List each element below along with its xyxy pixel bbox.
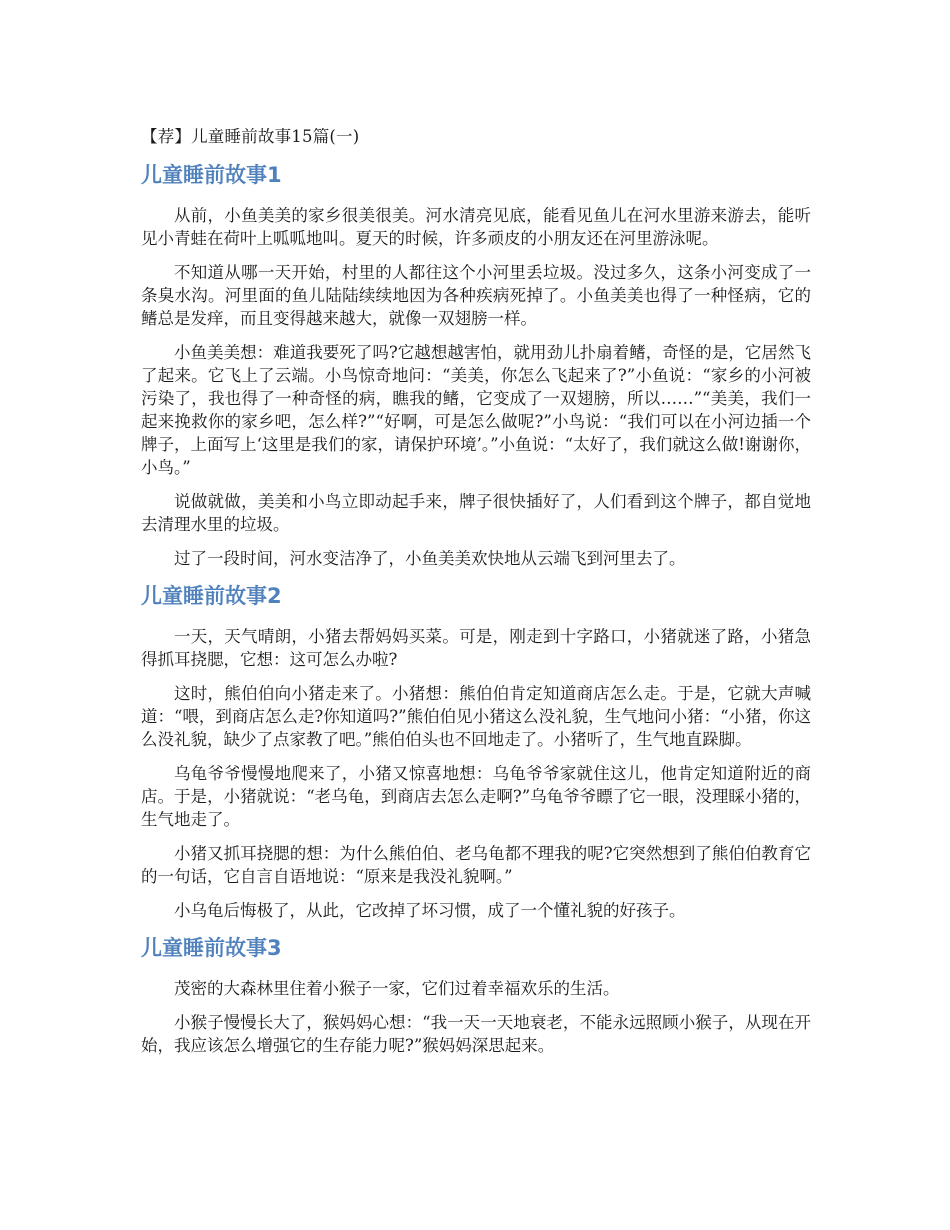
paragraph: 小鱼美美想：难道我要死了吗?它越想越害怕，就用劲儿扑扇着鳍，奇怪的是，它居然飞了起来。它飞上了云端。小鸟惊奇地问：“美美，你怎么飞起来了?”小鱼说：“家乡的小河被污染了，我也得了一种奇怪的病，瞧我的鳍，它变成了一双翅膀，所以……”“美美，我们一起来挽救你的家乡吧，怎么样?”“好啊，可是怎么做呢?”小鸟说：“我们可以在小河边插一个牌子，上面写上‘这里是我们的家，请保护环境’。”小鱼说：“太好了，我们就这么做!谢谢你，小鸟。” [141, 343, 811, 477]
paragraph: 从前，小鱼美美的家乡很美很美。河水清亮见底，能看见鱼儿在河水里游来游去，能听见小青蛙在荷叶上呱呱地叫。夏天的时候，许多顽皮的小朋友还在河里游泳呢。 [141, 206, 811, 248]
section-heading: 儿童睡前故事1 [141, 163, 282, 187]
story-section-3 [141, 933, 811, 1057]
story-section-1 [141, 160, 811, 570]
paragraph: 过了一段时间，河水变洁净了，小鱼美美欢快地从云端飞到河里去了。 [174, 549, 686, 568]
paragraph: 这时，熊伯伯向小猪走来了。小猪想：熊伯伯肯定知道商店怎么走。于是，它就大声喊道：“喂，到商店怎么走?你知道吗?”熊伯伯见小猪这么没礼貌，生气地问小猪：“小猪，你这么没礼貌，缺少了点家教了吧。”熊伯伯头也不回地走了。小猪听了，生气地直跺脚。 [141, 684, 811, 749]
paragraph: 小乌龟后悔极了，从此，它改掉了坏习惯，成了一个懂礼貌的好孩子。 [174, 901, 686, 920]
paragraph: 说做就做，美美和小鸟立即动起手来，牌子很快插好了，人们看到这个牌子，都自觉地去清理水里的垃圾。 [141, 492, 811, 534]
section-heading: 儿童睡前故事2 [141, 584, 282, 608]
paragraph: 小猪又抓耳挠腮的想：为什么熊伯伯、老乌龟都不理我的呢?它突然想到了熊伯伯教育它的一句话，它自言自语地说：“原来是我没礼貌啊。” [141, 844, 811, 886]
paragraph: 一天，天气晴朗，小猪去帮妈妈买菜。可是，刚走到十字路口，小猪就迷了路，小猪急得抓耳挠腮，它想：这可怎么办啦? [141, 627, 811, 669]
story-section-2 [141, 581, 811, 922]
document-title: 【荐】儿童睡前故事15篇(一) [141, 127, 360, 146]
paragraph: 不知道从哪一天开始，村里的人都往这个小河里丢垃圾。没过多久，这条小河变成了一条臭水沟。河里面的鱼儿陆陆续续地因为各种疾病死掉了。小鱼美美也得了一种怪病，它的鳍总是发痒，而且变得越来越大，就像一双翅膀一样。 [141, 263, 811, 328]
paragraph: 乌龟爷爷慢慢地爬来了，小猪又惊喜地想：乌龟爷爷家就住这儿，他肯定知道附近的商店。于是，小猪就说：“老乌龟，到商店去怎么走啊?”乌龟爷爷瞟了它一眼，没理睬小猪的，生气地走了。 [141, 764, 811, 829]
paragraph: 小猴子慢慢长大了，猴妈妈心想：“我一天一天地衰老，不能永远照顾小猴子，从现在开始，我应该怎么增强它的生存能力呢?”猴妈妈深思起来。 [141, 1013, 811, 1055]
paragraph: 茂密的大森林里住着小猴子一家，它们过着幸福欢乐的生活。 [174, 979, 620, 998]
document-body [141, 124, 811, 1068]
section-heading: 儿童睡前故事3 [141, 936, 282, 960]
